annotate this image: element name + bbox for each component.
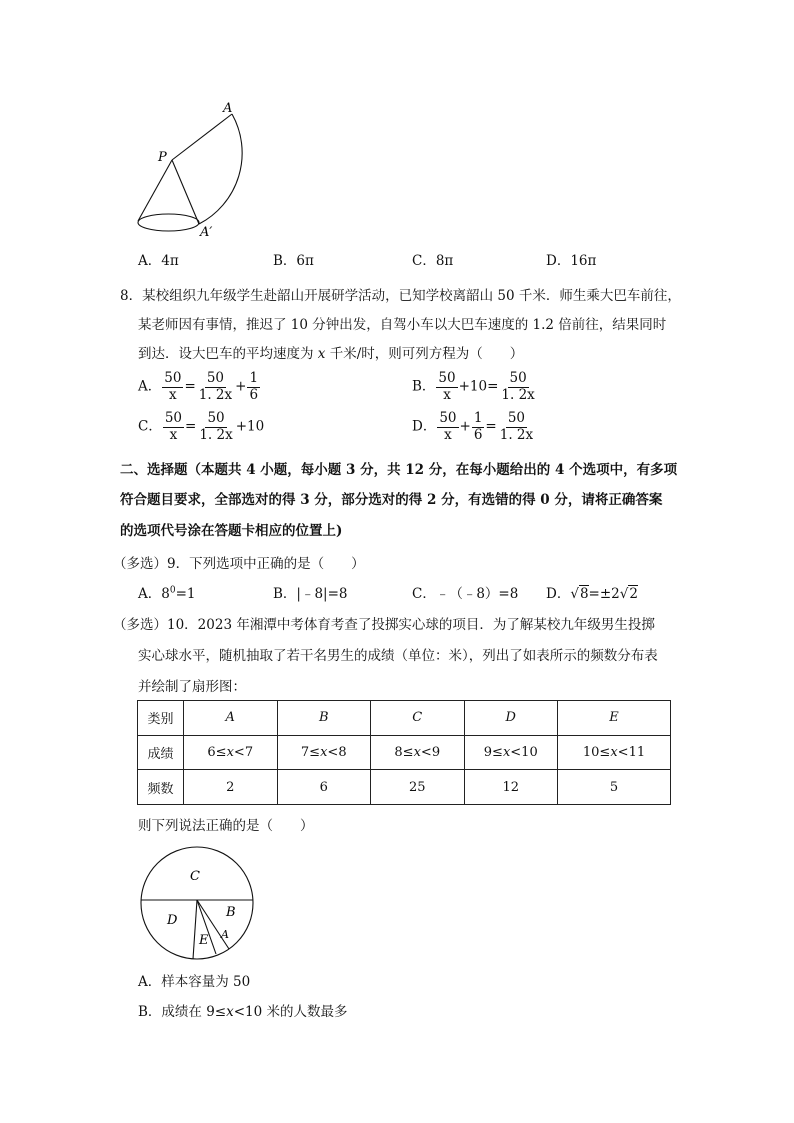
label-p: P	[158, 150, 167, 165]
q8-option-c: C． $\frac{50}{x}$ = $\frac{50}{1. 2x}$ +10	[138, 410, 265, 443]
q9-option-b: B．|﹣8|=8	[273, 586, 348, 602]
q10-line1: （多选）10．2023 年湘潭中考体育考查了投掷实心球的项目．为了解某校九年级男生投掷	[113, 617, 655, 633]
category-cell: E	[558, 701, 671, 736]
q9-option-a: A．$8^0=1$	[138, 585, 196, 602]
q10-line3: 并绘制了扇形图：	[138, 679, 246, 695]
q8-line3: 到达．设大巴车的平均速度为 x 千米/时，则可列方程为（ ）	[138, 346, 524, 362]
label-a-prime: A′	[200, 225, 213, 240]
table-row	[138, 735, 671, 770]
pie-label-e: E	[199, 933, 209, 948]
category-cell: D	[464, 701, 558, 736]
table-row	[138, 770, 671, 805]
cone-sector-figure	[120, 95, 270, 245]
q7-option-a: A．4π	[138, 253, 179, 269]
q9-stem: （多选）9．下列选项中正确的是（ ）	[113, 556, 365, 572]
row-header: 类别	[138, 701, 184, 736]
q9-option-c: C．﹣（﹣8）=8	[412, 586, 519, 602]
pie-chart	[132, 838, 262, 968]
frequency-cell: 6	[277, 770, 371, 805]
section2-line1: 二、选择题（本题共 4 小题，每小题 3 分，共 12 分，在每小题给出的 4 个选项中，有多项	[120, 462, 678, 478]
q10-option-b: B．成绩在 9≤x<10 米的人数最多	[138, 1004, 348, 1020]
frequency-cell: 12	[464, 770, 558, 805]
score-cell: 10≤x<11	[558, 735, 671, 770]
q8-option-a: A． $\frac{50}{x}$ = $\frac{50}{1. 2x}$ + $\frac{1}{6}$	[138, 370, 259, 403]
q10-after-table: 则下列说法正确的是（ ）	[138, 818, 314, 834]
q8-option-d: D． $\frac{50}{x}$ + $\frac{1}{6}$ = $\frac{50}{1. 2x}$	[412, 410, 534, 443]
score-cell: 7≤x<8	[277, 735, 371, 770]
q8-line2: 某老师因有事情，推迟了 10 分钟出发，自驾小车以大巴车速度的 1.2 倍前往，结果同时	[138, 317, 667, 333]
label-a: A	[223, 101, 233, 116]
q10-option-a: A．样本容量为 50	[138, 974, 251, 990]
q7-option-d: D．16π	[546, 253, 597, 269]
q9-option-d: D．√8=±2√2	[546, 586, 638, 602]
category-cell: B	[277, 701, 371, 736]
row-header: 成绩	[138, 735, 184, 770]
category-cell: A	[184, 701, 278, 736]
score-cell: 9≤x<10	[464, 735, 558, 770]
row-header: 频数	[138, 770, 184, 805]
score-cell: 6≤x<7	[184, 735, 278, 770]
section2-line2: 符合题目要求，全部选对的得 3 分，部分选对的得 2 分，有选错的得 0 分，请将正确答案	[120, 492, 663, 508]
q7-option-b: B．6π	[273, 253, 314, 269]
section2-line3: 的选项代号涂在答题卡相应的位置上)	[120, 523, 343, 539]
q7-option-c: C．8π	[412, 253, 454, 269]
score-cell: 8≤x<9	[371, 735, 465, 770]
frequency-cell: 25	[371, 770, 465, 805]
pie-label-c: C	[190, 869, 200, 884]
frequency-cell: 5	[558, 770, 671, 805]
pie-label-a: A	[221, 928, 229, 941]
q8-option-b: B． $\frac{50}{x}$ +10= $\frac{50}{1. 2x}$	[412, 370, 535, 403]
category-cell: C	[371, 701, 465, 736]
frequency-table	[137, 700, 671, 805]
pie-label-b: B	[226, 905, 236, 920]
pie-label-d: D	[167, 913, 178, 928]
q8-line1: 8．某校组织九年级学生赴韶山开展研学活动，已知学校离韶山 50 千米．师生乘大巴车前往，	[120, 288, 681, 304]
q10-line2: 实心球水平，随机抽取了若干名男生的成绩（单位：米），列出了如表所示的频数分布表	[138, 648, 658, 664]
table-row	[138, 701, 671, 736]
frequency-cell: 2	[184, 770, 278, 805]
